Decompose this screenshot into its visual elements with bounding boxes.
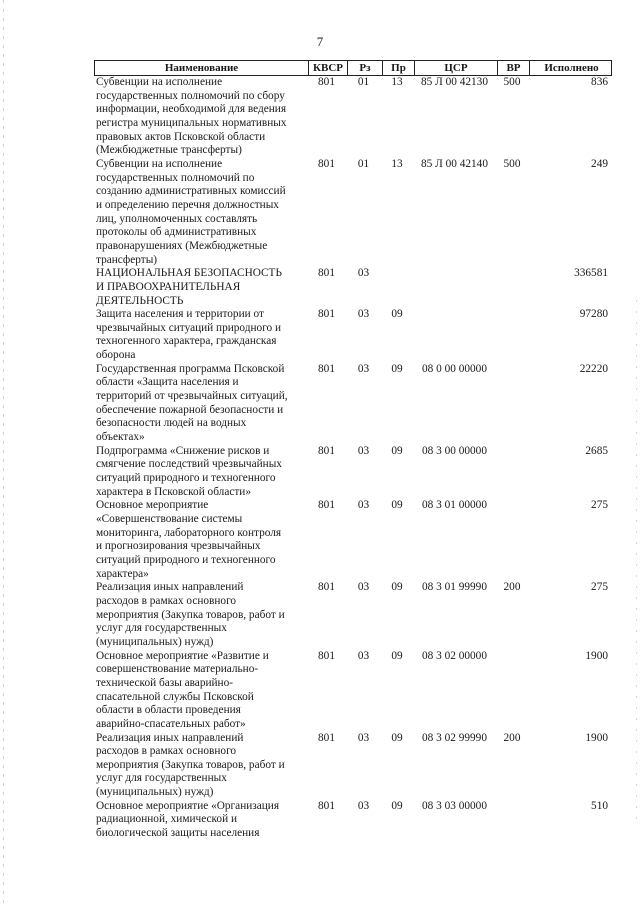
row-name-line: и прогнозирования чрезвычайных bbox=[96, 540, 261, 553]
row-vr: 500 bbox=[503, 157, 521, 170]
row-rz: 03 bbox=[357, 444, 370, 457]
row-name-line: смягчение последствий чрезвычайных bbox=[96, 458, 282, 471]
row-vr bbox=[496, 445, 528, 500]
row-name-line: чрезвычайных ситуаций природного и bbox=[96, 321, 282, 334]
row-name bbox=[94, 363, 307, 445]
table-row bbox=[94, 445, 612, 500]
row-name-line: (муниципальных) нужд) bbox=[96, 786, 214, 799]
row-name-line: информации, необходимой для ведения bbox=[96, 103, 287, 116]
row-amount: 275 bbox=[591, 499, 608, 512]
page-number: 7 bbox=[316, 34, 324, 49]
row-vr: 200 bbox=[503, 581, 521, 594]
table-row bbox=[94, 650, 612, 732]
budget-table bbox=[94, 60, 612, 841]
row-pr: 13 bbox=[391, 76, 403, 88]
row-name-line: аварийно-спасательных работ» bbox=[96, 717, 246, 730]
row-name-line: правовых актов Псковской области bbox=[96, 130, 266, 143]
row-kvsr: 801 bbox=[318, 444, 335, 457]
row-name-line: ситуаций природного и техногенного bbox=[96, 472, 276, 485]
row-name-line: протоколы об административных bbox=[96, 226, 257, 239]
row-csr: 08 0 00 00000 bbox=[422, 362, 487, 375]
row-name-line: Основное мероприятие «Развитие и bbox=[96, 649, 269, 662]
row-name-line: области «Защита населения и bbox=[96, 376, 239, 389]
row-name bbox=[94, 76, 307, 158]
scan-edge-right bbox=[636, 300, 637, 820]
row-kvsr: 801 bbox=[318, 799, 335, 812]
row-name-line: области в области проведения bbox=[96, 704, 241, 717]
row-name-line: безопасности людей на водных bbox=[96, 417, 247, 430]
row-pr: 09 bbox=[391, 444, 403, 457]
row-csr: 85 Л 00 42130 bbox=[421, 76, 488, 88]
row-vr: 200 bbox=[503, 731, 521, 744]
row-csr: 08 3 01 00000 bbox=[422, 499, 487, 512]
row-name-line: Субвенции на исполнение bbox=[96, 76, 223, 88]
row-amount: 836 bbox=[591, 76, 608, 88]
row-csr: 08 3 00 00000 bbox=[422, 444, 487, 457]
scan-edge-left bbox=[3, 0, 4, 905]
row-name-line: лиц, уполномоченных составлять bbox=[96, 212, 258, 225]
row-name-line: (Межбюджетные трансферты) bbox=[96, 144, 242, 157]
row-csr: 08 3 02 99990 bbox=[422, 731, 487, 744]
row-amount: 1900 bbox=[585, 649, 608, 662]
row-rz: 03 bbox=[357, 731, 370, 744]
row-name-line: услуг для государственных bbox=[96, 622, 227, 635]
row-name bbox=[94, 650, 307, 732]
row-rz: 03 bbox=[357, 308, 370, 321]
row-name bbox=[94, 308, 307, 363]
row-name-line: регистра муниципальных нормативных bbox=[96, 116, 287, 129]
row-name bbox=[94, 732, 307, 800]
row-name-line: расходов в рамках основного bbox=[96, 745, 237, 758]
row-name-line: и определению перечня должностных bbox=[96, 198, 279, 211]
row-name-line: Основное мероприятие «Организация bbox=[96, 799, 280, 812]
row-name-line: совершенствование материально- bbox=[96, 663, 259, 676]
row-kvsr: 801 bbox=[318, 581, 335, 594]
row-name-line: «Совершенствование системы bbox=[96, 513, 243, 525]
row-name-line: территорий от чрезвычайных ситуаций, bbox=[96, 390, 288, 403]
row-name-line: государственных полномочий по сбору bbox=[96, 89, 285, 102]
row-pr: 09 bbox=[391, 499, 403, 512]
row-kvsr: 801 bbox=[318, 649, 335, 662]
row-vr bbox=[496, 800, 528, 841]
row-name-line: НАЦИОНАЛЬНАЯ БЕЗОПАСНОСТЬ bbox=[96, 267, 282, 280]
row-csr: 08 3 02 00000 bbox=[422, 649, 487, 662]
header-kvsr: КВСР bbox=[308, 61, 347, 75]
row-name bbox=[94, 581, 307, 649]
row-rz: 03 bbox=[357, 799, 370, 812]
row-kvsr: 801 bbox=[318, 731, 335, 744]
table-row bbox=[94, 499, 612, 581]
row-name-line: Подпрограмма «Снижение рисков и bbox=[96, 444, 270, 457]
row-name-line: Государственная программа Псковской bbox=[96, 362, 285, 375]
row-amount: 336581 bbox=[574, 267, 608, 280]
row-name-line: объектах» bbox=[96, 431, 145, 444]
table-row bbox=[94, 581, 612, 649]
row-amount: 2685 bbox=[585, 444, 608, 457]
row-pr: 09 bbox=[391, 581, 403, 594]
row-name-line: государственных полномочий по bbox=[96, 171, 255, 184]
row-csr bbox=[413, 308, 496, 363]
row-kvsr: 801 bbox=[318, 267, 335, 280]
header-rz: Рз bbox=[347, 61, 382, 75]
row-csr: 08 3 01 99990 bbox=[422, 581, 487, 594]
row-name-line: спасательной службы Псковской bbox=[96, 690, 254, 703]
row-vr bbox=[496, 650, 528, 732]
row-amount: 249 bbox=[591, 157, 608, 170]
row-name-line: ДЕЯТЕЛЬНОСТЬ bbox=[96, 294, 184, 307]
row-name-line: обеспечение пожарной безопасности и bbox=[96, 403, 284, 416]
row-name bbox=[94, 800, 307, 841]
row-pr: 09 bbox=[391, 362, 403, 375]
row-rz: 03 bbox=[357, 581, 370, 594]
row-vr bbox=[496, 499, 528, 581]
row-name-line: мероприятия (Закупка товаров, работ и bbox=[96, 608, 285, 621]
row-kvsr: 801 bbox=[318, 499, 335, 512]
row-pr: 09 bbox=[391, 649, 403, 662]
table-row bbox=[94, 76, 612, 158]
row-name-line: характера» bbox=[96, 567, 149, 580]
row-rz: 03 bbox=[357, 362, 370, 375]
table-row bbox=[94, 732, 612, 800]
row-name-line: Субвенции на исполнение bbox=[96, 157, 223, 170]
row-rz: 01 bbox=[357, 157, 370, 170]
row-name bbox=[94, 445, 307, 500]
row-vr bbox=[496, 308, 528, 363]
row-vr bbox=[496, 267, 528, 308]
table-row bbox=[94, 800, 612, 841]
row-name-line: (муниципальных) нужд) bbox=[96, 635, 214, 648]
row-rz: 03 bbox=[357, 649, 370, 662]
row-amount: 510 bbox=[591, 799, 608, 812]
header-amount: Исполнено bbox=[529, 61, 613, 75]
row-name-line: трансферты) bbox=[96, 253, 158, 266]
row-amount: 275 bbox=[591, 581, 608, 594]
header-csr: ЦСР bbox=[414, 61, 497, 75]
row-pr bbox=[381, 267, 413, 308]
row-amount: 97280 bbox=[579, 308, 608, 321]
row-csr: 85 Л 00 42140 bbox=[421, 157, 488, 170]
row-pr: 09 bbox=[391, 308, 403, 321]
table-body bbox=[94, 76, 612, 841]
table-row bbox=[94, 308, 612, 363]
row-name-line: Защита населения и территории от bbox=[96, 308, 264, 321]
row-csr bbox=[413, 267, 496, 308]
row-name-line: правонарушениях (Межбюджетные bbox=[96, 239, 268, 252]
header-pr: Пр bbox=[382, 61, 414, 75]
row-vr bbox=[496, 363, 528, 445]
row-name-line: технической базы аварийно- bbox=[96, 676, 234, 689]
row-vr: 500 bbox=[503, 76, 521, 88]
row-name-line: характера в Псковской области» bbox=[96, 485, 251, 498]
table-row bbox=[94, 158, 612, 267]
row-name-line: И ПРАВООХРАНИТЕЛЬНАЯ bbox=[96, 280, 241, 293]
row-name-line: мероприятия (Закупка товаров, работ и bbox=[96, 758, 285, 771]
row-name bbox=[94, 499, 307, 581]
row-pr: 09 bbox=[391, 799, 403, 812]
table-header bbox=[94, 60, 612, 76]
table-row bbox=[94, 267, 612, 308]
row-rz: 01 bbox=[357, 76, 370, 88]
row-amount: 22220 bbox=[579, 362, 608, 375]
row-name-line: техногенного характера, гражданская bbox=[96, 335, 277, 348]
header-vr: ВР bbox=[497, 61, 529, 75]
row-pr: 09 bbox=[391, 731, 403, 744]
row-name-line: расходов в рамках основного bbox=[96, 594, 237, 607]
row-name-line: Основное мероприятие bbox=[96, 499, 209, 512]
row-name-line: оборона bbox=[96, 349, 136, 362]
row-name-line: услуг для государственных bbox=[96, 772, 227, 785]
header-name: Наименование bbox=[164, 62, 239, 74]
row-name-line: созданию административных комиссий bbox=[96, 185, 286, 198]
row-name bbox=[94, 158, 307, 267]
row-name-line: Реализация иных направлений bbox=[96, 581, 244, 594]
row-name-line: радиационной, химической и bbox=[96, 813, 238, 826]
row-name-line: биологической защиты населения bbox=[96, 827, 260, 840]
row-name-line: Реализация иных направлений bbox=[96, 731, 244, 744]
row-name-line: мониторинга, лабораторного контроля bbox=[96, 526, 282, 539]
row-csr: 08 3 03 00000 bbox=[422, 799, 487, 812]
row-kvsr: 801 bbox=[318, 76, 335, 88]
row-rz: 03 bbox=[357, 499, 370, 512]
row-kvsr: 801 bbox=[318, 308, 335, 321]
row-amount: 1900 bbox=[585, 731, 608, 744]
row-pr: 13 bbox=[391, 157, 403, 170]
table-row bbox=[94, 363, 612, 445]
row-rz: 03 bbox=[357, 267, 370, 280]
row-name bbox=[94, 267, 307, 308]
row-name-line: ситуаций природного и техногенного bbox=[96, 553, 276, 566]
row-kvsr: 801 bbox=[318, 362, 335, 375]
row-kvsr: 801 bbox=[318, 157, 335, 170]
